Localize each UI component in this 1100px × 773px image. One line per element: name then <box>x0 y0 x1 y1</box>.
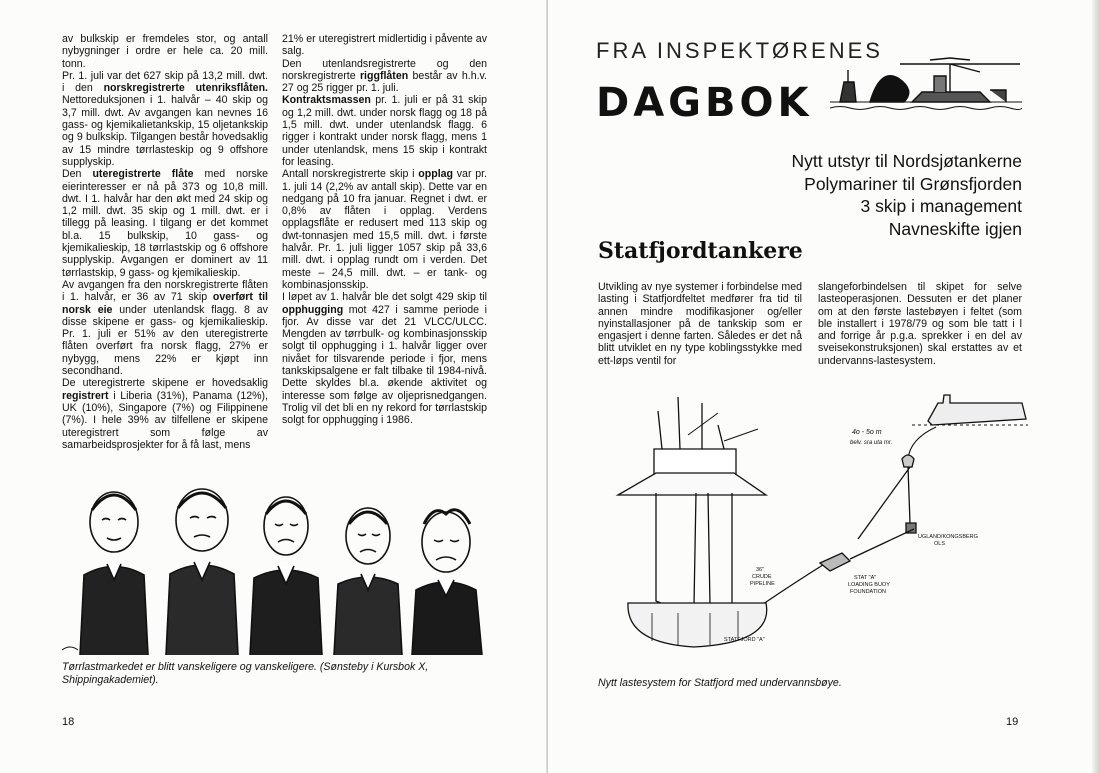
bold-term: riggflåten <box>359 69 409 82</box>
text: De uteregistrerte skipene er hovedsaklig <box>62 377 268 390</box>
text: i Liberia (31%), Panama (12%), UK (10%), Singapore (7%) og Filippinene (7%). I hele 39% av tilfellene er skipene uteregistrert som følge av samarbeidsprosjekter for å få last, mens <box>62 389 268 451</box>
bold-term: opplag <box>418 168 454 181</box>
ols-label: UGLAND/KONGSBERG <box>918 534 978 540</box>
bold-term: uteregistrerte flåte <box>92 168 194 181</box>
text: I løpet av 1. halvår ble det solgt 429 skip til <box>282 291 487 304</box>
depth-sub-label: belv. sra uta mr. <box>850 440 893 446</box>
depth-label: 4o - 5o m <box>852 429 882 436</box>
text: Antall norskregistrerte skip i <box>282 168 419 181</box>
pipeline-label: PIPELINE <box>750 581 775 587</box>
text: består av h.h.v. 27 og 25 rigger pr. 1. juli. <box>282 69 487 95</box>
bold-term: overført til norsk eie <box>62 291 268 316</box>
text: Utvikling av nye systemer i forbindelse med lasting i Statfjordfeltet medfører fra tid til annen mindre modifikasjoner og/eller nyinstallasjoner på de tankskip som er engasjert i denne farten. Således er det nå blitt utviklet en ny type koblingsstykke med ett-løps ventil for <box>598 281 802 367</box>
text: Den <box>62 168 93 181</box>
bold-term: Kontraktsmassen <box>282 94 371 107</box>
left-column-1 <box>62 33 268 451</box>
headline-list <box>760 150 1022 240</box>
text: pr. 1. juli er på 31 skip og 1,2 mill. dwt. under norsk flagg og 18 på 1,5 mill. dwt. under utenlandsk flagg. 6 rigger i kontrakt under norsk flagg, mens 1 under utenlandsk, mens 15 skip i kontrakt for leasing. <box>282 94 487 168</box>
right-column-2 <box>818 281 1022 367</box>
ols-label-2: OLS <box>934 541 946 547</box>
left-page <box>0 0 548 773</box>
text: Av avgangen fra den norskregistrerte flåten i 1. halvår, er 36 av 71 skip <box>62 278 268 304</box>
text: med norske eierinteresser er nå på 373 og 10,8 mill. dwt. I 1. halvår har den økt med 24 skip og 1,2 mill. dwt. 35 skip og 1 mill. dwt. er i tillegg på leasing. I tilgang er det kommet bl.a. 15 bulkskip, 10 gass- og kjemikalieskip, 18 tørrlastskip og 6 offshore supplyskip. Avgangen er dominert av 11 tørrlastskip, 9 gass- og kjemikalieskip. <box>62 168 268 279</box>
text: Den utenlandsregistrerte og den norskregistrerte <box>282 57 487 82</box>
cartoon-caption: Tørrlastmarkedet er blitt vanskeligere og vanskeligere. (Sønsteby i Kursbok X, Shippingakademiet). <box>62 661 429 686</box>
harbor-illustration <box>830 50 1022 122</box>
bold-term: norskregistrerte utenriksflåten. <box>103 82 268 95</box>
left-column-2 <box>282 33 487 427</box>
diagram-caption: Nytt lastesystem for Statfjord med undervannsbøye. <box>598 677 842 689</box>
figure-2 <box>166 489 238 655</box>
pipeline-label: CRUDE <box>752 574 772 580</box>
buoy-foundation-label: LOADING BUOY <box>848 582 890 588</box>
text: Pr. 1. juli var det 627 skip på 13,2 mill. dwt. i den <box>62 69 268 95</box>
figure-3 <box>250 497 322 655</box>
masthead-title: DAGBOK <box>596 80 813 126</box>
loading-system-diagram <box>598 373 1028 673</box>
text: av bulkskip er fremdeles stor, og antall nybygninger i ordre er hele ca. 20 mill. tonn. <box>62 33 268 70</box>
headline-item: Navneskifte igjen <box>888 218 1022 239</box>
page-number-right: 19 <box>1006 716 1019 728</box>
text: under utenlandsk flagg. 8 av disse skipene er gass- og kjemikalieskip. Pr. 1. juli er 51% av den uteregistrerte flåten overført fra norsk flagg, 27% er nybygg, mens 22% er kjøpt inn secondhand. <box>62 303 268 378</box>
tanker-ship <box>928 395 1026 425</box>
text: 21% er uteregistrert midlertidig i påvente av salg. <box>282 33 487 58</box>
page-number-left: 18 <box>62 716 75 728</box>
text: slangeforbindelsen til skipet for selve lasteoperasjonen. Dessuten er det planer om at den første lastebøyen i feltet (som ble installert i 1978/79 og som ble tatt i l and forrige år p.g.a. sprekker i en del av sveisekonstruksjonen) skal erstattes av et undervanns-lastesystem. <box>818 281 1022 367</box>
text: Nettoreduksjonen i 1. halvår – 40 skip og 3,7 mill. dwt. Av avgangen kan nevnes 16 gass- og kjemikalietankskip, 15 oljetankskip og 9 bulkskip. Tilgangen består hovedsaklig av 15 mindre tørrlasteskip og 9 offshore supplyskip. <box>62 94 268 168</box>
column-kicker: FRA INSPEKTØRENES <box>596 38 883 63</box>
figure-5 <box>412 510 482 655</box>
buoy-foundation-label: STAT "A" <box>854 575 877 581</box>
headline-item: 3 skip i management <box>860 196 1022 216</box>
figure-4 <box>334 508 402 655</box>
figure-1 <box>80 492 148 655</box>
buoy <box>902 455 914 467</box>
bold-term: registrert <box>62 389 109 402</box>
platform-label: STATFJORD "A" <box>724 637 765 643</box>
text: mot 427 i samme periode i fjor. Av disse var det 21 VLCC/ULCC. Mengden av tørrbulk- og kombinasjonsskip solgt til opphugging i 1. halvår ligger over nivået for tilsvarende periode i fjor, mens tankskipsalgene er falt tilbake til 1984-nivå. Dette skyldes bl.a. økende aktivitet og interesse som følge av oljeprisnedgangen. Trolig vil det bli en ny rekord for tørrlastskip solgt for opphugging i 1986. <box>282 303 487 427</box>
headline-item: Nytt utstyr til Nordsjøtankerne <box>791 151 1022 171</box>
headline-item: Polymariner til Grønsfjorden <box>804 173 1022 194</box>
page-edge <box>1092 0 1100 773</box>
text: var pr. 1. juli 14 (2,2% av antall skip). Dette var en nedgang på 10 fra januar. Regnet i dwt. er 0,8% av flåten i opplag. Verdens opplagsflåte er redusert med 113 skip og dwt-tonnasjen med 15,5 mill. dwt. i første halvår. Pr. 1. juli ligger 1057 skip på 33,6 mill. dwt. i opplag rundt om i verden. Det meste – 24,5 mill. dwt. – er tank- og kombinasjonsskip. <box>282 168 488 291</box>
statfjord-platform <box>618 397 767 647</box>
bold-term: opphugging <box>282 303 344 316</box>
section-title: Statfjordtankere <box>598 238 803 264</box>
cartoon-illustration <box>62 480 496 655</box>
buoy-foundation-label: FOUNDATION <box>850 589 886 595</box>
masthead <box>596 80 813 126</box>
pipeline-label: 36" <box>756 567 765 573</box>
pipeline-foundation <box>820 553 850 571</box>
right-column-1 <box>598 281 802 367</box>
